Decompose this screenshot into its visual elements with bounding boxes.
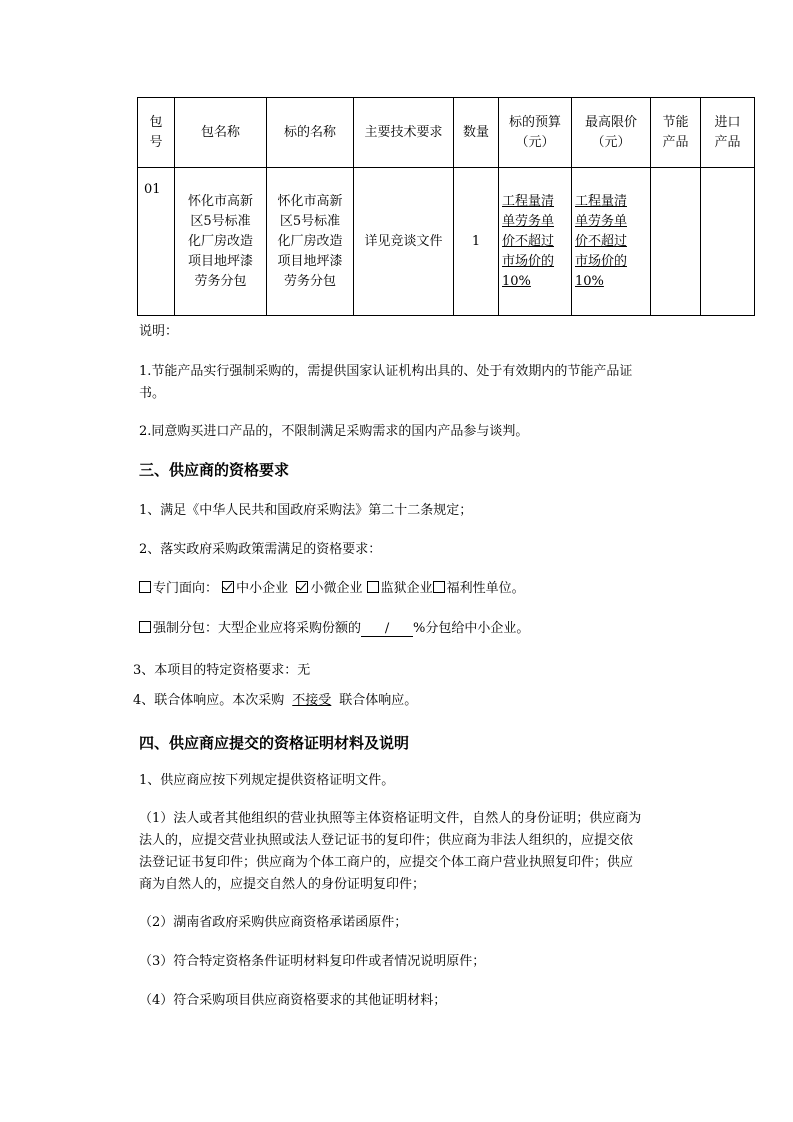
header-max-price: 最高限价 （元）	[572, 98, 651, 168]
cell-import	[701, 168, 755, 316]
docs-item-1-line-3: 法登记证书复印件；供应商为个体工商户的，应提交个体工商户营业执照复印件；供应	[139, 855, 634, 870]
mandatory-subcontract-prefix: 强制分包：大型企业应将采购份额的	[153, 621, 362, 636]
item-4-suffix: 联合体响应。	[339, 693, 418, 708]
cell-max-price: 工程量清 单劳务单 价不超过 市场价的 10%	[572, 168, 651, 316]
header-import: 进口 产品	[701, 98, 755, 168]
header-tech-req: 主要技术要求	[354, 98, 454, 168]
docs-item-4: （4）符合采购项目供应商资格要求的其他证明材料；	[139, 993, 447, 1008]
table-header-row	[138, 98, 755, 168]
table-row	[138, 168, 755, 316]
docs-intro: 1、供应商应按下列规定提供资格证明文件。	[139, 773, 395, 788]
header-pkg-no: 包 号	[138, 98, 175, 168]
qualification-item-2: 2、落实政府采购政策需满足的资格要求：	[139, 542, 382, 557]
prison-enterprise-checkbox[interactable]	[367, 581, 379, 593]
cell-subject-name: 怀化市高新区5号标准化厂房改造项目地坪漆劳务分包	[267, 168, 354, 316]
section-3-title: 三、供应商的资格要求	[139, 461, 290, 479]
consortium-value: 不接受	[292, 693, 332, 708]
section-4-title: 四、供应商应提交的资格证明材料及说明	[139, 734, 410, 752]
docs-item-1-line-1: （1）法人或者其他组织的营业执照等主体资格证明文件，自然人的身份证明；供应商为	[139, 811, 642, 826]
welfare-unit-label: 福利性单位。	[446, 581, 525, 596]
note-item-1-line-2: 书。	[139, 386, 166, 401]
header-pkg-name: 包名称	[175, 98, 267, 168]
header-subject-name: 标的名称	[267, 98, 354, 168]
cell-pkg-name: 怀化市高新区5号标准化厂房改造项目地坪漆劳务分包	[175, 168, 267, 316]
cell-pkg-no: 01	[138, 168, 175, 316]
cell-quantity: 1	[454, 168, 499, 316]
subcontract-percent-blank: /	[361, 622, 413, 637]
targeted-options-line	[139, 578, 525, 600]
item-4-prefix: 4、联合体响应。本次采购	[133, 693, 285, 708]
docs-item-1-line-4: 商为自然人的，应提交自然人的身份证明复印件；	[139, 877, 426, 892]
qualification-item-3: 3、本项目的特定资格要求：无	[133, 663, 311, 678]
mandatory-subcontract-line	[139, 618, 529, 640]
qualification-item-1: 1、满足《中华人民共和国政府采购法》第二十二条规定；	[139, 503, 473, 518]
micro-enterprise-label: 小微企业	[310, 581, 363, 596]
prison-enterprise-label: 监狱企业	[380, 581, 433, 596]
targeted-checkbox[interactable]	[139, 581, 151, 593]
mandatory-subcontract-suffix: %分包给中小企业。	[413, 621, 530, 636]
micro-enterprise-checkbox[interactable]	[296, 581, 308, 593]
docs-item-1-line-2: 法人的，应提交营业执照或法人登记证书的复印件；供应商为非法人组织的，应提交依	[139, 833, 634, 848]
cell-budget: 工程量清 单劳务单 价不超过 市场价的 10%	[499, 168, 572, 316]
welfare-unit-checkbox[interactable]	[433, 581, 445, 593]
notes-label: 说明：	[139, 324, 179, 339]
sme-label: 中小企业	[236, 581, 289, 596]
header-energy-saving: 节能 产品	[651, 98, 701, 168]
note-item-1-line-1: 1.节能产品实行强制采购的，需提供国家认证机构出具的、处于有效期内的节能产品证	[139, 364, 633, 379]
header-budget: 标的预算 （元）	[499, 98, 572, 168]
docs-item-3: （3）符合特定资格条件证明材料复印件或者情况说明原件；	[139, 954, 486, 969]
sme-checkbox[interactable]	[222, 581, 234, 593]
cell-tech-req: 详见竞谈文件	[354, 168, 454, 316]
docs-item-2: （2）湖南省政府采购供应商资格承诺函原件；	[139, 915, 408, 930]
header-quantity: 数量	[454, 98, 499, 168]
qualification-item-4	[133, 690, 417, 712]
package-table	[137, 97, 755, 316]
note-item-2: 2.同意购买进口产品的，不限制满足采购需求的国内产品参与谈判。	[139, 424, 529, 439]
mandatory-subcontract-checkbox[interactable]	[139, 621, 151, 633]
targeted-label: 专门面向：	[153, 581, 219, 596]
cell-energy-saving	[651, 168, 701, 316]
